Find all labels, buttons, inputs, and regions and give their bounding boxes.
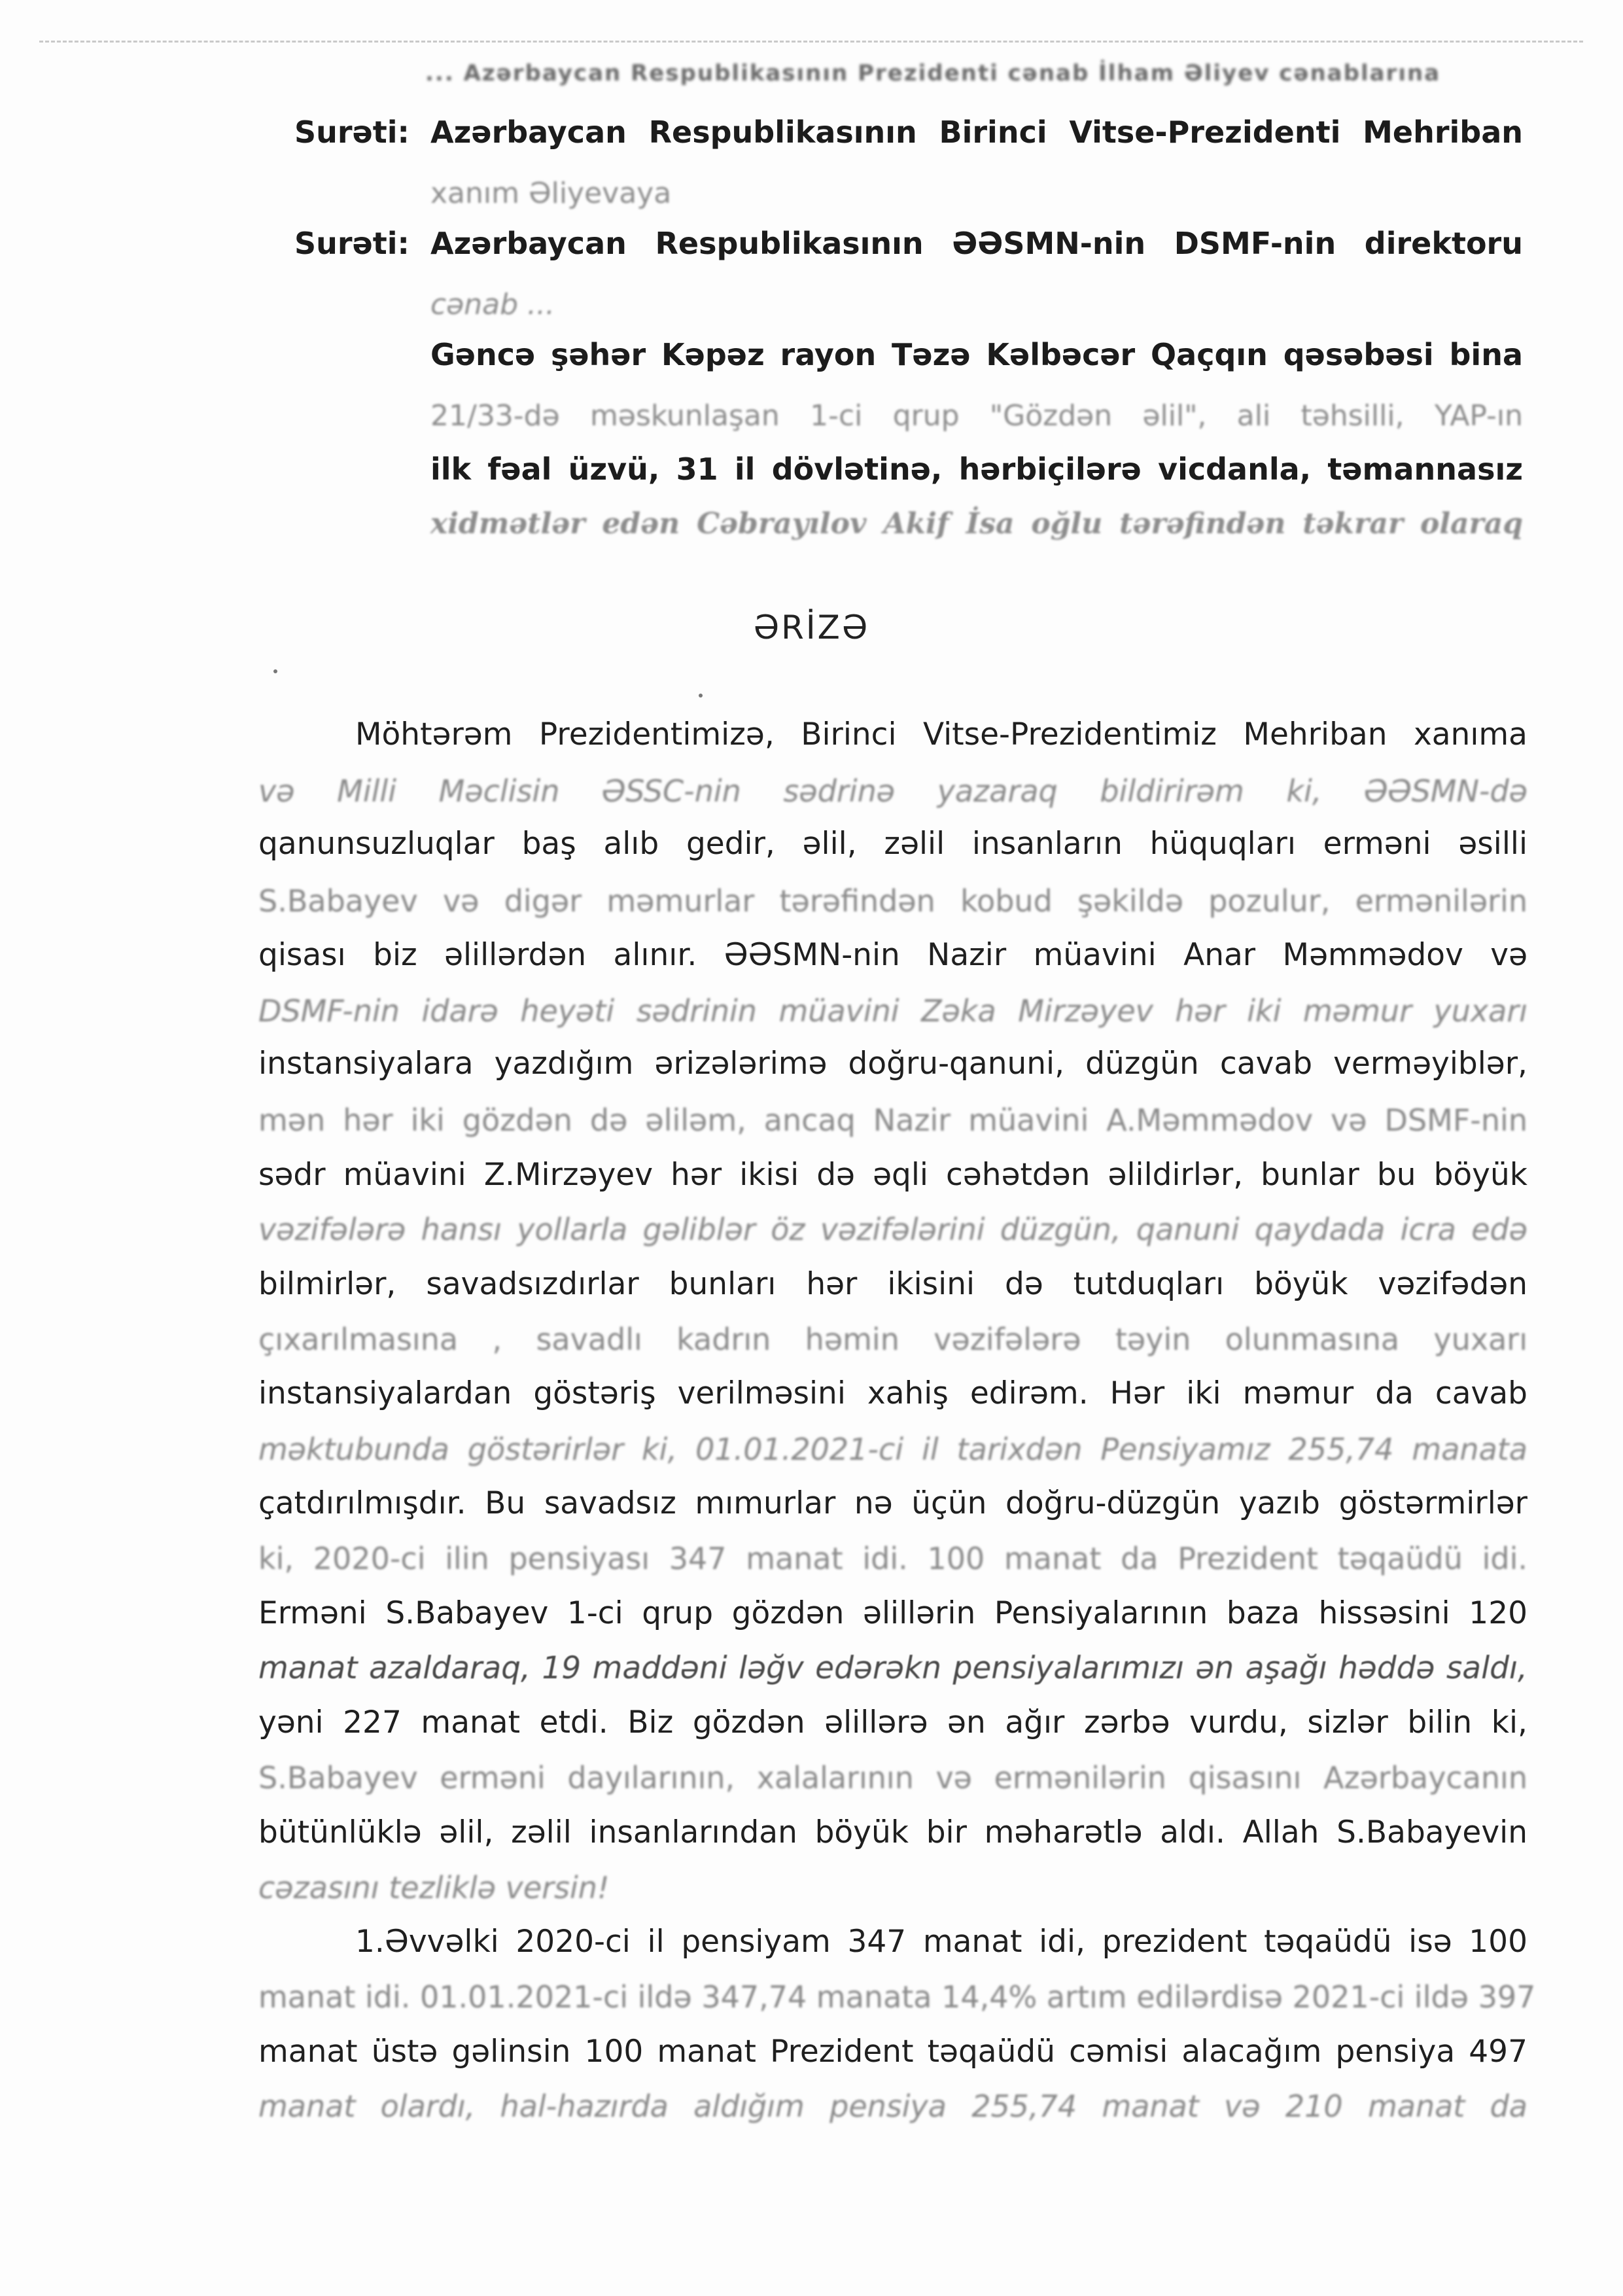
faded-header-line: ... Azərbaycan Respublikasının Prezidenti cənab İlham Əliyev cənablarına (425, 60, 1441, 86)
sender-line-3: ilk fəal üzvü, 31 il dövlətinə, hərbiçilərə vicdanla, təmannasız (430, 451, 1523, 487)
p1-line-11: bilmirlər, savadsızdırlar bunları hər ikisini də tutduqları böyük vəzifədən (258, 1266, 1527, 1302)
p1-line-12: çıxarılmasına , savadlı kadrın həmin vəzifələrə təyin olunmasına yuxarı (258, 1322, 1527, 1357)
addressee-1-label: Surəti: (294, 115, 410, 150)
speck-1 (273, 669, 277, 673)
p1-line-2: və Milli Məclisin ƏSSC-nin sədrinə yazaraq bildirirəm ki, ƏƏSMN-də (258, 773, 1527, 809)
document-title: ƏRİZƏ (753, 609, 870, 646)
addressee-2-label: Surəti: (294, 226, 410, 261)
p1-line-1: Möhtərəm Prezidentimizə, Birinci Vitse-Prezidentimiz Mehriban xanıma (355, 716, 1527, 752)
p2-line-2: manat idi. 01.01.2021-ci ildə 347,74 manata 14,4% artım edilərdisə 2021-ci ildə 397 (258, 1979, 1536, 2015)
p1-line-20: S.Babayev erməni dayılarının, xalalarının və ermənilərin qisasını Azərbaycanın (258, 1760, 1527, 1795)
sender-line-4: xidmətlər edən Cəbrayılov Akif İsa oğlu tərəfindən təkrar olaraq (430, 507, 1523, 540)
p1-line-19: yəni 227 manat etdi. Biz gözdən əlillərə ən ağır zərbə vurdu, sizlər bilin ki, (258, 1704, 1527, 1740)
addressee-2-line1: Azərbaycan Respublikasının ƏƏSMN-nin DSMF-nin direktoru (430, 226, 1523, 261)
sender-line-2: 21/33-də məskunlaşan 1-ci qrup "Gözdən əlil", ali təhsilli, YAP-ın (430, 399, 1523, 433)
p1-line-16: ki, 2020-ci ilin pensiyası 347 manat idi. 100 manat da Prezident təqaüdü idi. (258, 1541, 1527, 1576)
p1-line-8: mən hər iki gözdən də əliləm, ancaq Nazir müavini A.Məmmədov və DSMF-nin (258, 1103, 1527, 1138)
addressee-1-line1: Azərbaycan Respublikasının Birinci Vitse-Prezidenti Mehriban (430, 115, 1523, 150)
p2-line-4: manat olardı, hal-hazırda aldığım pensiya 255,74 manat və 210 manat da (258, 2089, 1527, 2124)
p1-line-4: S.Babayev və digər məmurlar tərəfindən kobud şəkildə pozulur, ermənilərin (258, 883, 1527, 919)
sender-line-1: Gəncə şəhər Kəpəz rayon Təzə Kəlbəcər Qaçqın qəsəbəsi bina (430, 337, 1523, 372)
p1-line-9: sədr müavini Z.Mirzəyev hər ikisi də əqli cəhətdən əlildirlər, bunlar bu böyük (258, 1157, 1527, 1193)
p1-line-18: manat azaldaraq, 19 maddəni ləğv edərəkn pensiyalarımızı ən aşağı həddə saldı, (258, 1650, 1527, 1686)
p2-line-1: 1.Əvvəlki 2020-ci il pensiyam 347 manat idi, prezident təqaüdü isə 100 (355, 1924, 1527, 1960)
p1-line-15: çatdırılmışdır. Bu savadsız mımurlar nə üçün doğru-düzgün yazıb göstərmirlər (258, 1485, 1527, 1521)
addressee-2-line2: cənab ... (430, 288, 555, 321)
addressee-2 (294, 226, 1524, 261)
top-divider (39, 41, 1583, 43)
p1-line-10: vəzifələrə hansı yollarla gəliblər öz vəzifələrini düzgün, qanuni qaydada icra edə (258, 1212, 1527, 1247)
addressee-1-line2: xanım Əliyevaya (430, 177, 672, 210)
p1-line-6: DSMF-nin idarə heyəti sədrinin müavini Zəka Mirzəyev hər iki məmur yuxarı (258, 993, 1527, 1029)
p1-line-5: qisası biz əlillərdən alınır. ƏƏSMN-nin Nazir müavini Anar Məmmədov və (258, 937, 1527, 973)
p1-line-7: instansiyalara yazdığım ərizələrimə doğru-qanuni, düzgün cavab verməyiblər, (258, 1046, 1527, 1082)
p1-line-14: məktubunda göstərirlər ki, 01.01.2021-ci il tarixdən Pensiyamız 255,74 manata (258, 1432, 1527, 1467)
p1-line-22: cəzasını tezliklə versin! (258, 1870, 610, 1905)
speck-2 (699, 694, 703, 698)
addressee-1 (294, 115, 1524, 150)
p1-line-13: instansiyalardan göstəriş verilməsini xahiş edirəm. Hər iki məmur da cavab (258, 1375, 1527, 1411)
p1-line-17: Erməni S.Babayev 1-ci qrup gözdən əlillərin Pensiyalarının baza hissəsini 120 (258, 1595, 1527, 1631)
p1-line-21: bütünlüklə əlil, zəlil insanlarından böyük bir məharətlə aldı. Allah S.Babayevin (258, 1814, 1527, 1850)
p1-line-3: qanunsuzluqlar baş alıb gedir, əlil, zəlil insanların hüquqları erməni əsilli (258, 826, 1527, 862)
p2-line-3: manat üstə gəlinsin 100 manat Prezident təqaüdü cəmisi alacağım pensiya 497 (258, 2034, 1527, 2070)
